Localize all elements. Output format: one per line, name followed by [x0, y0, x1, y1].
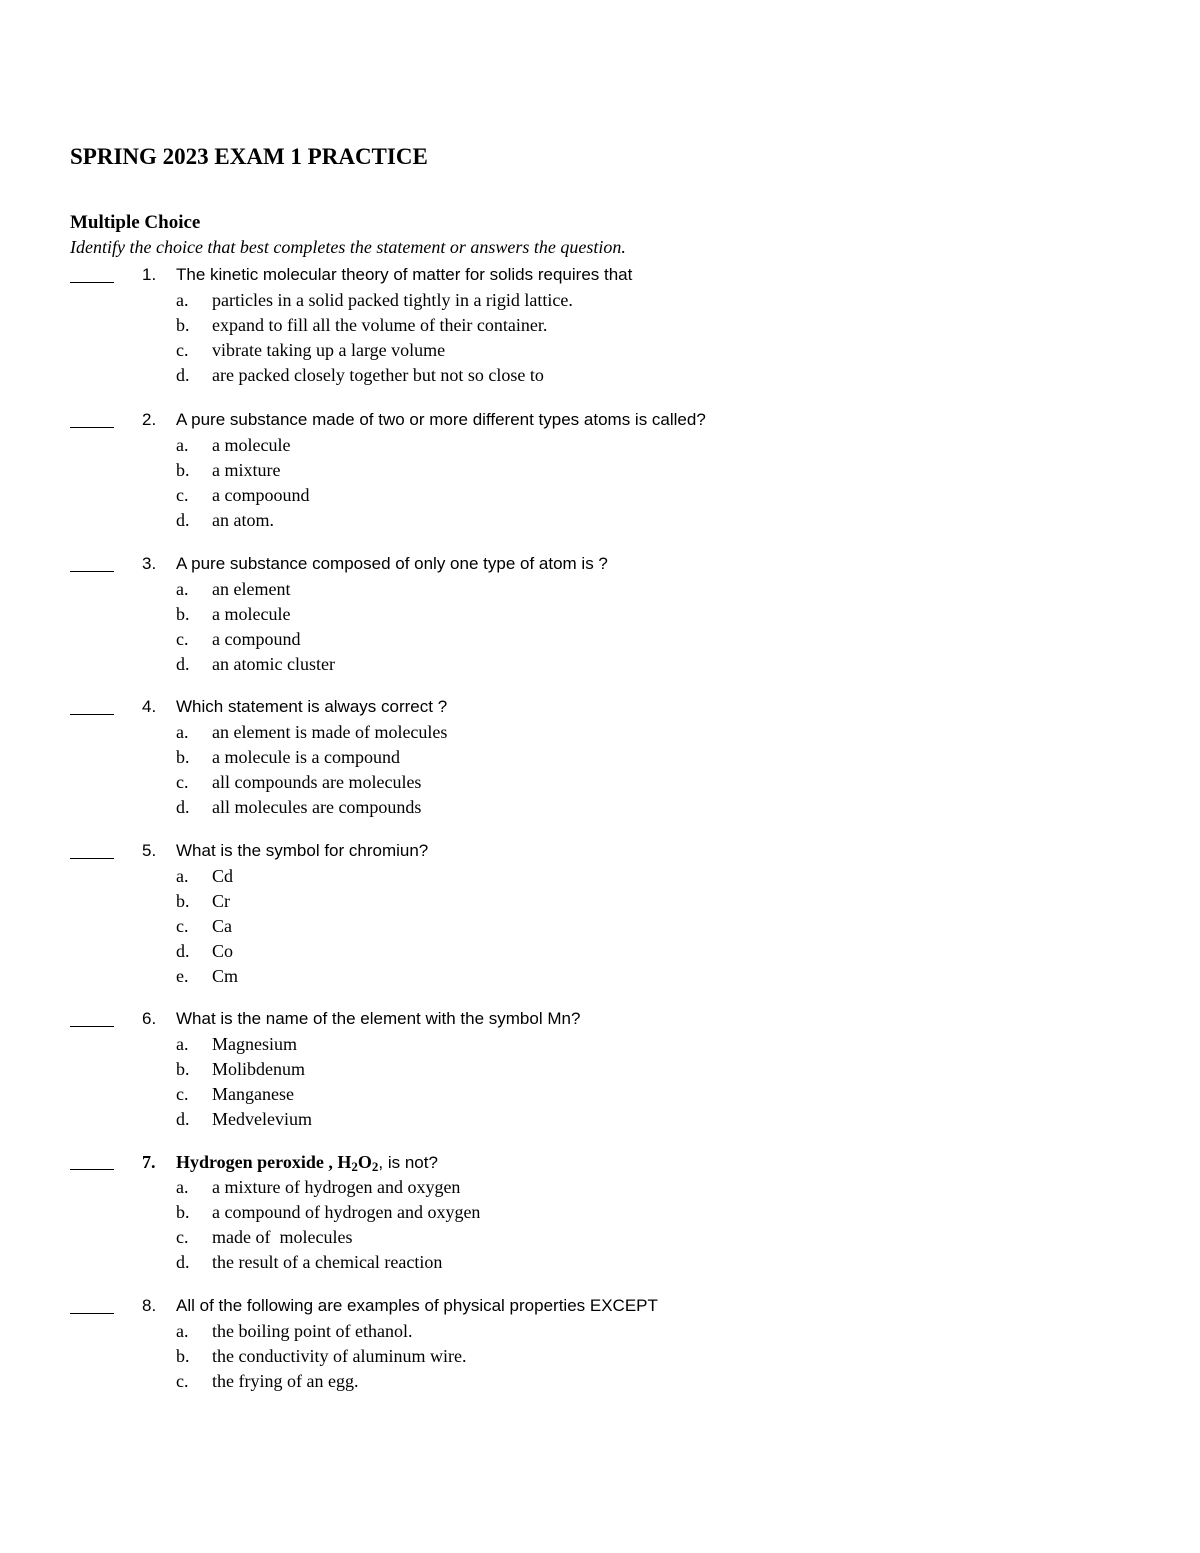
question-number: 7.: [142, 1152, 156, 1172]
choice-letter: d.: [176, 797, 190, 817]
question-text-bold: O: [357, 1152, 372, 1172]
choice-text: Magnesium: [212, 1034, 297, 1054]
answer-blank[interactable]: [70, 1026, 114, 1027]
choice-letter: a.: [176, 1034, 189, 1054]
choice-b: [0, 891, 1200, 916]
choice-c: [0, 485, 1200, 510]
choice-a: [0, 579, 1200, 604]
choice-text: expand to fill all the volume of their container.: [212, 315, 548, 335]
choice-e: [0, 966, 1200, 991]
choice-text: Co: [212, 941, 234, 961]
choice-d: [0, 365, 1200, 390]
question-number: 4.: [142, 697, 157, 716]
question-number: 3.: [142, 554, 157, 573]
question-text: What is the name of the element with the symbol Mn?: [176, 1009, 581, 1028]
choice-letter: b.: [176, 891, 190, 911]
choice-a: [0, 1321, 1200, 1346]
choice-letter: c.: [176, 629, 189, 649]
choice-b: [0, 1346, 1200, 1371]
choice-text: a molecule: [212, 435, 291, 455]
choice-letter: a.: [176, 579, 189, 599]
choice-text: Medvelevium: [212, 1109, 312, 1129]
choice-a: [0, 435, 1200, 460]
choice-c: [0, 772, 1200, 797]
choice-letter: b.: [176, 747, 190, 767]
section-instructions: Identify the choice that best completes the statement or answers the question.: [70, 237, 626, 257]
choice-letter: c.: [176, 772, 189, 792]
question-6: [0, 1009, 1200, 1134]
choice-d: [0, 941, 1200, 966]
choice-d: [0, 1252, 1200, 1277]
choice-text: an atomic cluster: [212, 654, 335, 674]
choice-letter: d.: [176, 1109, 190, 1129]
choice-text: an element: [212, 579, 291, 599]
choice-text: a molecule: [212, 604, 291, 624]
choice-text: Cd: [212, 866, 234, 886]
choice-a: [0, 722, 1200, 747]
choice-c: [0, 1084, 1200, 1109]
question-text: Which statement is always correct ?: [176, 697, 448, 716]
question-text: A pure substance composed of only one type of atom is ?: [176, 554, 608, 573]
choice-text: a compound: [212, 629, 301, 649]
choice-a: [0, 1034, 1200, 1059]
choice-letter: d.: [176, 365, 190, 385]
choice-letter: a.: [176, 866, 189, 886]
subscript: 2: [351, 1159, 358, 1174]
answer-blank[interactable]: [70, 1169, 114, 1170]
choice-d: [0, 1109, 1200, 1134]
choice-text: an element is made of molecules: [212, 722, 448, 742]
choice-text: Molibdenum: [212, 1059, 305, 1079]
question-number: 2.: [142, 410, 157, 429]
choice-text: the frying of an egg.: [212, 1371, 359, 1391]
choice-text: Cm: [212, 966, 239, 986]
choice-c: [0, 340, 1200, 365]
answer-blank[interactable]: [70, 1313, 114, 1314]
choice-text: all compounds are molecules: [212, 772, 422, 792]
exam-title: SPRING 2023 EXAM 1 PRACTICE: [70, 144, 428, 169]
answer-blank[interactable]: [70, 858, 114, 859]
question-text: The kinetic molecular theory of matter for solids requires that: [176, 265, 633, 284]
choice-text: vibrate taking up a large volume: [212, 340, 446, 360]
question-7: [0, 1152, 1200, 1277]
choice-letter: c.: [176, 1084, 189, 1104]
answer-blank[interactable]: [70, 571, 114, 572]
question-text-rest: is not?: [383, 1153, 438, 1172]
choice-d: [0, 654, 1200, 679]
choice-text: Ca: [212, 916, 232, 936]
question-text-bold: Hydrogen peroxide , H: [176, 1152, 352, 1172]
choice-letter: a.: [176, 435, 189, 455]
choice-letter: d.: [176, 941, 190, 961]
choice-letter: b.: [176, 1059, 190, 1079]
subscript: 2: [371, 1159, 379, 1174]
choice-text: made of molecules: [212, 1227, 353, 1247]
choice-c: [0, 1227, 1200, 1252]
choice-text: Manganese: [212, 1084, 294, 1104]
choice-a: [0, 866, 1200, 891]
choice-letter: c.: [176, 340, 189, 360]
question-text: [176, 1152, 438, 1173]
answer-blank[interactable]: [70, 714, 114, 715]
choice-letter: a.: [176, 1321, 189, 1341]
question-text: A pure substance made of two or more different types atoms is called?: [176, 410, 706, 429]
question-5: [0, 841, 1200, 991]
choice-text: a mixture: [212, 460, 281, 480]
choice-letter: a.: [176, 290, 189, 310]
choice-letter: b.: [176, 1346, 190, 1366]
choice-text: a molecule is a compound: [212, 747, 400, 767]
choice-text: the conductivity of aluminum wire.: [212, 1346, 467, 1366]
choice-c: [0, 916, 1200, 941]
choice-text: an atom.: [212, 510, 274, 530]
choice-text: particles in a solid packed tightly in a rigid lattice.: [212, 290, 573, 310]
choice-text: a compoound: [212, 485, 310, 505]
question-1: [0, 265, 1200, 390]
choice-letter: b.: [176, 1202, 190, 1222]
choice-c: [0, 1371, 1200, 1396]
choice-text: a mixture of hydrogen and oxygen: [212, 1177, 461, 1197]
choice-a: [0, 1177, 1200, 1202]
choice-letter: d.: [176, 654, 190, 674]
question-text-comma: ,: [378, 1153, 384, 1172]
question-8: [0, 1296, 1200, 1396]
choice-d: [0, 797, 1200, 822]
choice-letter: e.: [176, 966, 189, 986]
choice-letter: c.: [176, 1227, 189, 1247]
choice-c: [0, 629, 1200, 654]
choice-text: are packed closely together but not so close to: [212, 365, 544, 385]
choice-letter: a.: [176, 1177, 189, 1197]
section-heading: Multiple Choice: [70, 212, 201, 233]
choice-b: [0, 1059, 1200, 1084]
question-number: 5.: [142, 841, 157, 860]
choice-letter: d.: [176, 1252, 190, 1272]
choice-letter: c.: [176, 1371, 189, 1391]
question-text: What is the symbol for chromiun?: [176, 841, 429, 860]
question-3: [0, 554, 1200, 679]
question-4: [0, 697, 1200, 822]
choice-letter: b.: [176, 460, 190, 480]
choice-b: [0, 315, 1200, 340]
choice-letter: c.: [176, 916, 189, 936]
choice-letter: b.: [176, 315, 190, 335]
choice-text: a compound of hydrogen and oxygen: [212, 1202, 481, 1222]
choice-text: all molecules are compounds: [212, 797, 422, 817]
choice-letter: d.: [176, 510, 190, 530]
question-number: 1.: [142, 265, 157, 284]
choice-text: the boiling point of ethanol.: [212, 1321, 413, 1341]
question-number: 6.: [142, 1009, 157, 1028]
answer-blank[interactable]: [70, 282, 114, 283]
choice-b: [0, 604, 1200, 629]
answer-blank[interactable]: [70, 427, 114, 428]
choice-letter: c.: [176, 485, 189, 505]
question-2: [0, 410, 1200, 535]
question-text: All of the following are examples of physical properties EXCEPT: [176, 1296, 658, 1315]
choice-letter: a.: [176, 722, 189, 742]
choice-a: [0, 290, 1200, 315]
choice-b: [0, 747, 1200, 772]
choice-text: the result of a chemical reaction: [212, 1252, 443, 1272]
choice-d: [0, 510, 1200, 535]
choice-letter: b.: [176, 604, 190, 624]
choice-text: Cr: [212, 891, 230, 911]
choice-b: [0, 460, 1200, 485]
question-number: 8.: [142, 1296, 157, 1315]
choice-b: [0, 1202, 1200, 1227]
